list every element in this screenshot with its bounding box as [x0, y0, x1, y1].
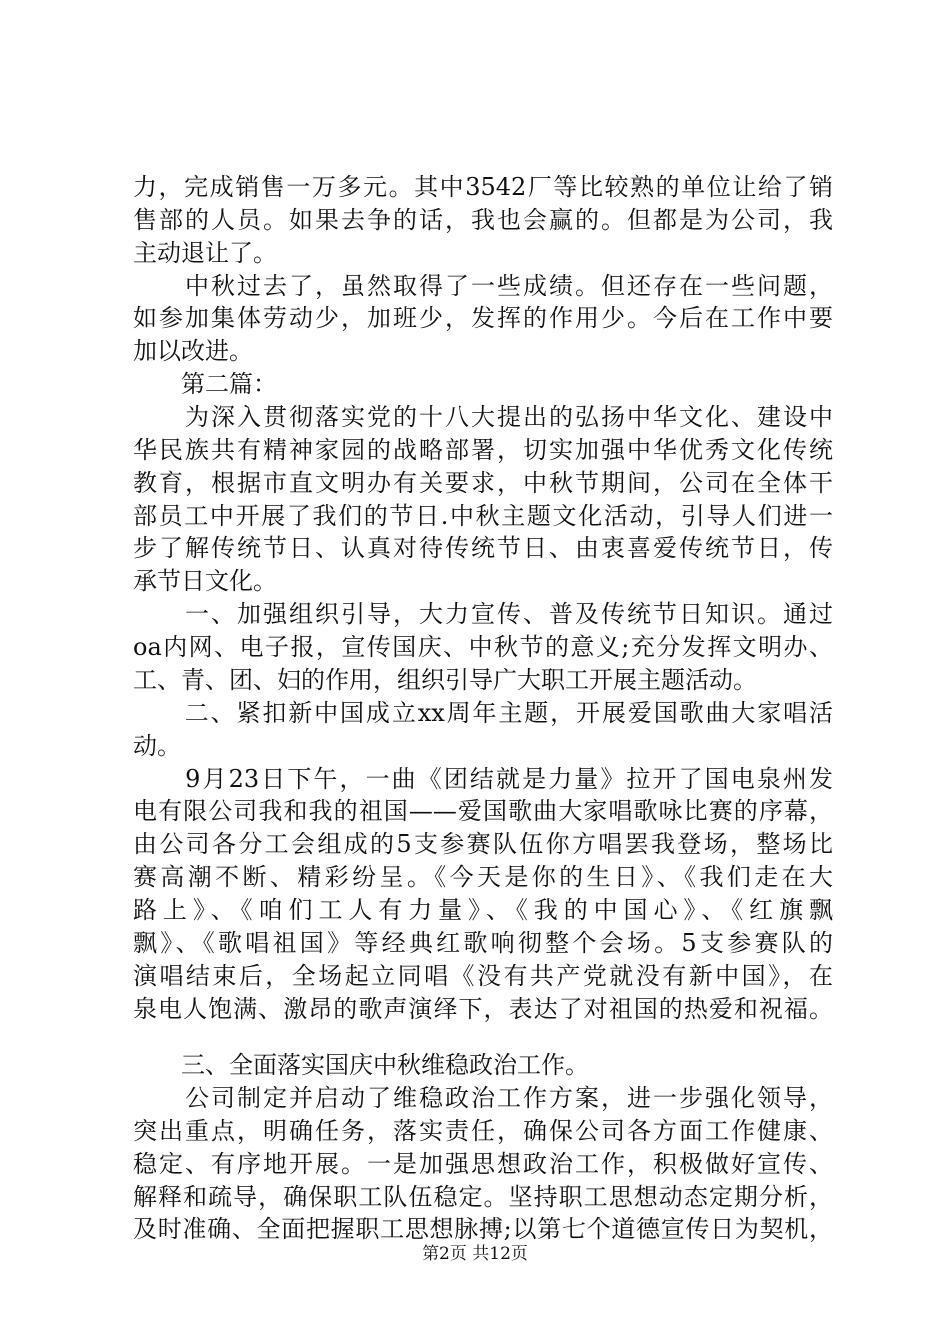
- body-text-line: 售部的人员。如果去争的话，我也会赢的。但都是为公司，我: [133, 206, 833, 234]
- body-text-line: 及时准确、全面把握职工思想脉搏;以第七个道德宣传日为契机，: [133, 1215, 833, 1243]
- body-text-line: 工、青、团、妇的作用，组织引导广大职工开展主题活动。: [133, 666, 757, 694]
- body-text-line: 路上》、《咱们工人有力量》、《我的中国心》、《红旗飘: [133, 896, 833, 924]
- body-text-line: 电有限公司我和我的祖国——爱国歌曲大家唱歌咏比赛的序幕，: [133, 797, 833, 825]
- body-text-line: 9月23日下午，一曲《团结就是力量》拉开了国电泉州发: [133, 765, 833, 793]
- body-text-line: 部员工中开展了我们的节日.中秋主题文化活动，引导人们进一: [133, 502, 833, 530]
- body-text-line: 三、全面落实国庆中秋维稳政治工作。: [133, 1051, 589, 1079]
- body-text-line: 教育，根据市直文明办有关要求，中秋节期间，公司在全体干: [133, 469, 833, 497]
- body-text-line: 力，完成销售一万多元。其中3542厂等比较熟的单位让给了销: [133, 173, 833, 201]
- page-number-footer: 第2页 共12页: [422, 1244, 528, 1264]
- body-text-line: 步了解传统节日、认真对待传统节日、由衷喜爱传统节日，传: [133, 534, 833, 562]
- body-text-line: 解释和疏导，确保职工队伍稳定。坚持职工思想动态定期分析，: [133, 1183, 833, 1211]
- body-text-line: 如参加集体劳动少，加班少，发挥的作用少。今后在工作中要: [133, 304, 833, 332]
- body-text-line: 中秋过去了，虽然取得了一些成绩。但还存在一些问题，: [133, 272, 833, 300]
- body-text-line: 主动退让了。: [133, 239, 277, 267]
- body-text-line: 公司制定并启动了维稳政治工作方案，进一步强化领导，: [133, 1084, 833, 1112]
- body-text-line: 飘》、《歌唱祖国》等经典红歌响彻整个会场。5支参赛队的: [133, 929, 833, 957]
- body-text-line: 二、紧扣新中国成立xx周年主题，开展爱国歌曲大家唱活: [133, 699, 833, 727]
- body-text-line: 承节日文化。: [133, 567, 277, 595]
- body-text-line: 一、加强组织引导，大力宣传、普及传统节日知识。通过: [133, 600, 833, 628]
- body-text-line: 加以改进。: [133, 337, 253, 365]
- section-heading: 第二篇：: [133, 370, 277, 398]
- body-text-line: 由公司各分工会组成的5支参赛队伍你方唱罢我登场，整场比: [133, 830, 833, 858]
- body-text-line: oa内网、电子报，宣传国庆、中秋节的意义;充分发挥文明办、: [133, 633, 833, 661]
- body-text-line: 赛高潮不断、精彩纷呈。《今天是你的生日》、《我们走在大: [133, 863, 833, 891]
- body-text-line: 演唱结束后，全场起立同唱《没有共产党就没有新中国》，在: [133, 962, 833, 990]
- body-text-line: 稳定、有序地开展。一是加强思想政治工作，积极做好宣传、: [133, 1150, 833, 1178]
- body-text-line: 突出重点，明确任务，落实责任，确保公司各方面工作健康、: [133, 1117, 833, 1145]
- body-text-line: 为深入贯彻落实党的十八大提出的弘扬中华文化、建设中: [133, 403, 833, 431]
- body-text-line: 泉电人饱满、激昂的歌声演绎下，表达了对祖国的热爱和祝福。: [133, 995, 833, 1023]
- body-text-line: 动。: [133, 732, 181, 760]
- body-text-line: 华民族共有精神家园的战略部署，切实加强中华优秀文化传统: [133, 436, 833, 464]
